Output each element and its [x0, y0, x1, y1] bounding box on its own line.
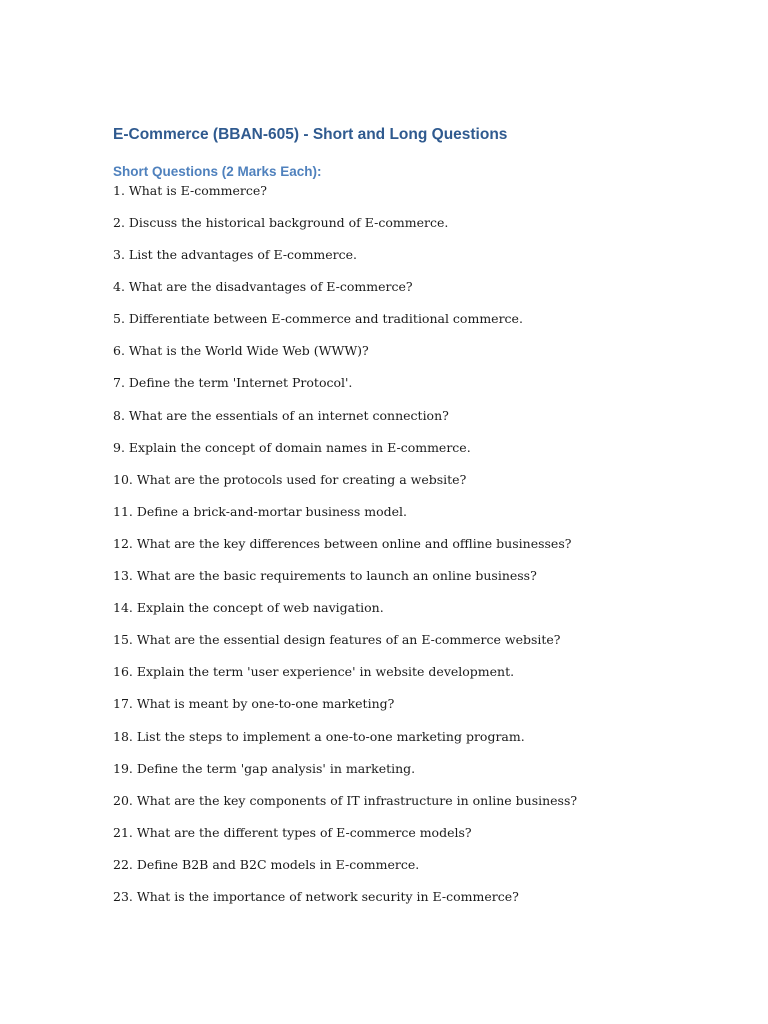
document-content	[113, 124, 733, 918]
question-item: 21. What are the different types of E-commerce models?	[113, 824, 472, 840]
question-item: 8. What are the essentials of an internet connection?	[113, 407, 449, 423]
question-item: 7. Define the term 'Internet Protocol'.	[113, 375, 353, 391]
short-questions-list	[113, 182, 733, 918]
question-item: 9. Explain the concept of domain names in E-commerce.	[113, 439, 471, 455]
question-item: 12. What are the key differences between online and offline businesses?	[113, 535, 572, 551]
question-item: 18. List the steps to implement a one-to-one marketing program.	[113, 728, 525, 744]
question-item: 15. What are the essential design features of an E-commerce website?	[113, 632, 561, 648]
question-item: 13. What are the basic requirements to launch an online business?	[113, 568, 537, 584]
question-item: 11. Define a brick-and-mortar business model.	[113, 503, 407, 519]
question-item: 16. Explain the term 'user experience' in website development.	[113, 664, 515, 680]
question-item: 17. What is meant by one-to-one marketing?	[113, 696, 395, 712]
question-item: 1. What is E-commerce?	[113, 183, 267, 198]
question-item: 3. List the advantages of E-commerce.	[113, 247, 358, 263]
question-item: 20. What are the key components of IT infrastructure in online business?	[113, 792, 578, 808]
question-item: 23. What is the importance of network security in E-commerce?	[113, 888, 519, 904]
question-item: 6. What is the World Wide Web (WWW)?	[113, 343, 369, 359]
question-item: 4. What are the disadvantages of E-commerce?	[113, 279, 413, 295]
question-item: 5. Differentiate between E-commerce and traditional commerce.	[113, 311, 523, 327]
question-item: 19. Define the term 'gap analysis' in marketing.	[113, 760, 416, 776]
question-item: 14. Explain the concept of web navigation.	[113, 600, 384, 616]
short-questions-heading: Short Questions (2 Marks Each):	[113, 164, 322, 179]
question-item: 2. Discuss the historical background of E-commerce.	[113, 215, 449, 230]
question-item: 10. What are the protocols used for creating a website?	[113, 471, 467, 487]
question-item: 22. Define B2B and B2C models in E-commerce.	[113, 856, 420, 872]
document-title: E-Commerce (BBAN-605) - Short and Long Questions	[113, 126, 508, 143]
